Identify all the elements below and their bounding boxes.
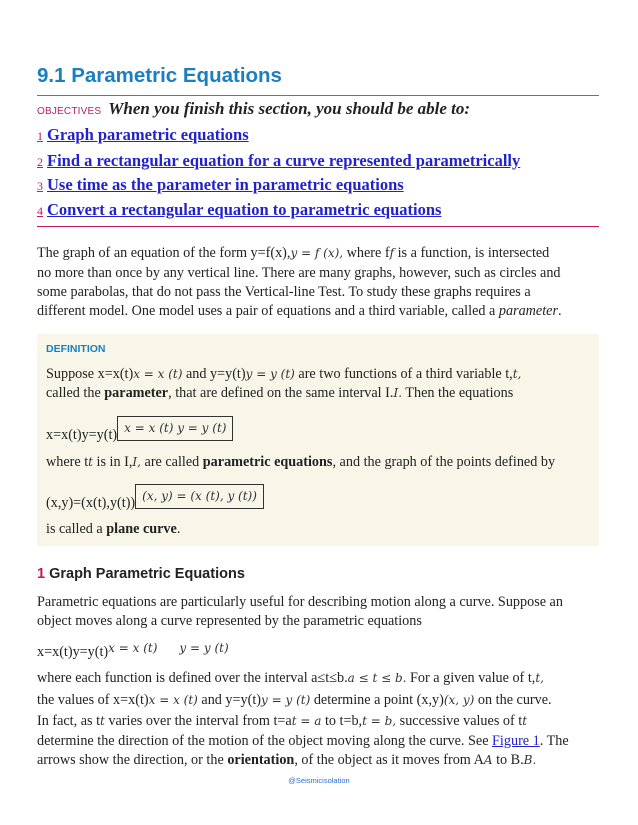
title-divider xyxy=(37,95,599,96)
section-line-6: determine the direction of the motion of the object moving along the curve. See Figure 1. The xyxy=(37,733,569,749)
objective-link[interactable]: Find a rectangular equation for a curve represented parametrically xyxy=(47,151,521,170)
definition-line-2: called the parameter, that are defined on the same interval I.I. Then the equations xyxy=(46,385,514,401)
objectives-header xyxy=(37,99,470,119)
section-line-1: Parametric equations are particularly useful for describing motion along a curve. Suppose an xyxy=(37,594,563,610)
section-line-2: object moves along a curve represented by the parametric equations xyxy=(37,613,422,629)
intro-line-2: no more than once by any vertical line. There are many graphs, however, such as circles and xyxy=(37,265,561,281)
objective-item-3[interactable] xyxy=(37,175,404,195)
definition-equation-1: x=x(t)y=y(t) x = x (t) y = y (t) xyxy=(46,416,233,441)
definition-box xyxy=(37,334,599,546)
objective-number: 3 xyxy=(37,179,43,193)
page-title: 9.1 Parametric Equations xyxy=(37,64,282,87)
section-heading: 1 Graph Parametric Equations xyxy=(37,566,245,582)
objectives-label: OBJECTIVES xyxy=(37,106,102,117)
definition-line-4: is called a plane curve. xyxy=(46,521,181,537)
intro-line-3: some parabolas, that do not pass the Vertical-line Test. To study these graphs requires a xyxy=(37,284,531,300)
objective-number: 4 xyxy=(37,204,43,218)
definition-line-1: Suppose x=x(t)x = x (t) and y=y(t)y = y (t) are two functions of a third variable t,t, xyxy=(46,366,522,382)
intro-line-1: The graph of an equation of the form y=f(x),y = f (x), where ff is a function, is intersected xyxy=(37,245,550,261)
section-line-3: where each function is defined over the interval a≤t≤b.a ≤ t ≤ b. For a given value of t,t, xyxy=(37,670,544,686)
objective-item-2[interactable] xyxy=(37,151,520,171)
definition-equation-2: (x,y)=(x(t),y(t)) (x, y) = (x (t), y (t)) xyxy=(46,484,264,509)
section-line-5: In fact, as tt varies over the interval from t=at = a to t=b,t = b, successive values of tt xyxy=(37,713,528,729)
intro-line-4: different model. One model uses a pair of equations and a third variable, called a parameter. xyxy=(37,303,562,319)
definition-label: DEFINITION xyxy=(46,343,106,355)
equation-box: (x, y) = (x (t), y (t)) xyxy=(135,484,264,509)
section-equation: x=x(t)y=y(t)x = x (t) y = y (t) xyxy=(37,641,229,660)
section-line-7: arrows show the direction, or the orientation, of the object as it moves from AA to B.B. xyxy=(37,752,537,768)
objectives-divider xyxy=(37,226,599,227)
objectives-heading: When you finish this section, you should be able to: xyxy=(108,99,471,118)
objective-number: 2 xyxy=(37,155,43,169)
objective-item-4[interactable] xyxy=(37,200,441,220)
objective-link[interactable]: Use time as the parameter in parametric equations xyxy=(47,175,404,194)
section-number: 1 xyxy=(37,566,46,582)
objective-item-1[interactable] xyxy=(37,125,249,145)
watermark: @Seismicisolation xyxy=(288,776,350,785)
objective-number: 1 xyxy=(37,129,43,143)
objective-link[interactable]: Graph parametric equations xyxy=(47,125,249,144)
equation-box: x = x (t) y = y (t) xyxy=(117,416,233,441)
figure-1-link[interactable]: Figure 1 xyxy=(492,733,540,749)
definition-line-3: where tt is in I,I, are called parametric equations, and the graph of the points defined by xyxy=(46,454,556,470)
section-line-4: the values of x=x(t)x = x (t) and y=y(t)y = y (t) determine a point (x,y)(x, y) on the curve. xyxy=(37,692,552,708)
objective-link[interactable]: Convert a rectangular equation to parametric equations xyxy=(47,200,442,219)
